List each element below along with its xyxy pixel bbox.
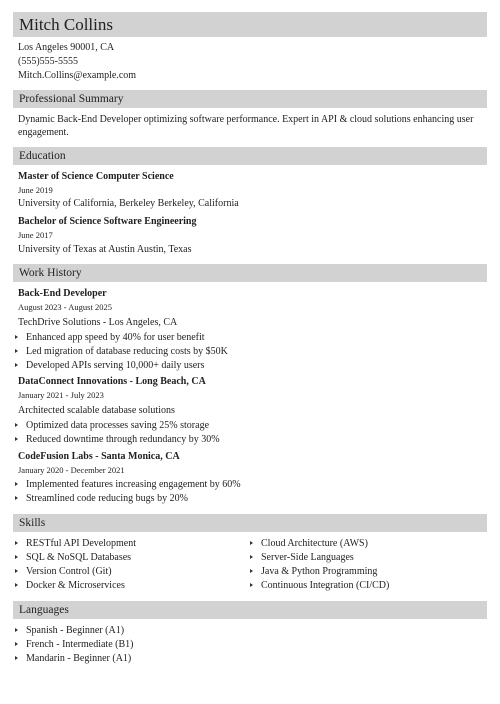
summary-text: Dynamic Back-End Developer optimizing software performance. Expert in API & cloud solutions enhancing user engagement. <box>18 114 474 138</box>
skill-item: Java & Python Programming <box>261 566 378 577</box>
job-2-bullet: Reduced downtime through redundancy by 30% <box>26 434 220 445</box>
candidate-name: Mitch Collins <box>19 14 113 34</box>
education-heading: Education <box>19 150 66 162</box>
language-item: French - Intermediate (B1) <box>26 639 134 650</box>
languages-heading-band <box>13 601 487 619</box>
job-1-bullet: Developed APIs serving 10,000+ daily users <box>26 360 205 371</box>
work-heading: Work History <box>19 267 82 279</box>
degree-1-date: June 2019 <box>18 185 53 195</box>
job-3-title: CodeFusion Labs - Santa Monica, CA <box>18 451 180 462</box>
language-item: Spanish - Beginner (A1) <box>26 625 125 636</box>
skills-heading-band <box>13 514 487 532</box>
skill-item: RESTful API Development <box>26 538 136 549</box>
address: Los Angeles 90001, CA <box>18 42 115 53</box>
work-heading-band <box>13 264 487 282</box>
degree-2: Bachelor of Science Software Engineering <box>18 216 197 227</box>
job-3-bullet: Implemented features increasing engagement by 60% <box>26 479 241 490</box>
degree-1-school: University of California, Berkeley Berkeley, California <box>18 198 239 209</box>
job-1-bullet: Led migration of database reducing costs by $50K <box>26 346 228 357</box>
skill-item: Server-Side Languages <box>261 552 354 563</box>
job-1-dates: August 2023 - August 2025 <box>18 302 112 312</box>
job-3-dates: January 2020 - December 2021 <box>18 465 125 475</box>
job-3-bullet: Streamlined code reducing bugs by 20% <box>26 493 188 504</box>
job-1-company: TechDrive Solutions - Los Angeles, CA <box>18 317 178 328</box>
languages-heading: Languages <box>19 604 69 616</box>
job-1-title: Back-End Developer <box>18 288 107 299</box>
job-2-company: Architected scalable database solutions <box>18 405 175 416</box>
job-1-bullet: Enhanced app speed by 40% for user benefit <box>26 332 205 343</box>
name-header <box>13 12 487 37</box>
summary-heading: Professional Summary <box>19 93 124 105</box>
degree-1: Master of Science Computer Science <box>18 171 174 182</box>
degree-2-date: June 2017 <box>18 230 53 240</box>
education-heading-band <box>13 147 487 165</box>
job-2-dates: January 2021 - July 2023 <box>18 390 104 400</box>
skill-item: Continuous Integration (CI/CD) <box>261 580 390 591</box>
skills-heading: Skills <box>19 517 46 529</box>
job-2-bullet: Optimized data processes saving 25% storage <box>26 420 210 431</box>
skill-item: Version Control (Git) <box>26 566 112 577</box>
skill-item: Cloud Architecture (AWS) <box>261 538 368 549</box>
degree-2-school: University of Texas at Austin Austin, Texas <box>18 244 192 255</box>
summary-heading-band <box>13 90 487 108</box>
email: Mitch.Collins@example.com <box>18 70 137 81</box>
language-item: Mandarin - Beginner (A1) <box>26 653 132 664</box>
skill-item: Docker & Microservices <box>26 580 125 591</box>
skill-item: SQL & NoSQL Databases <box>26 552 132 563</box>
job-2-title: DataConnect Innovations - Long Beach, CA <box>18 376 206 387</box>
phone: (555)555-5555 <box>18 56 78 67</box>
